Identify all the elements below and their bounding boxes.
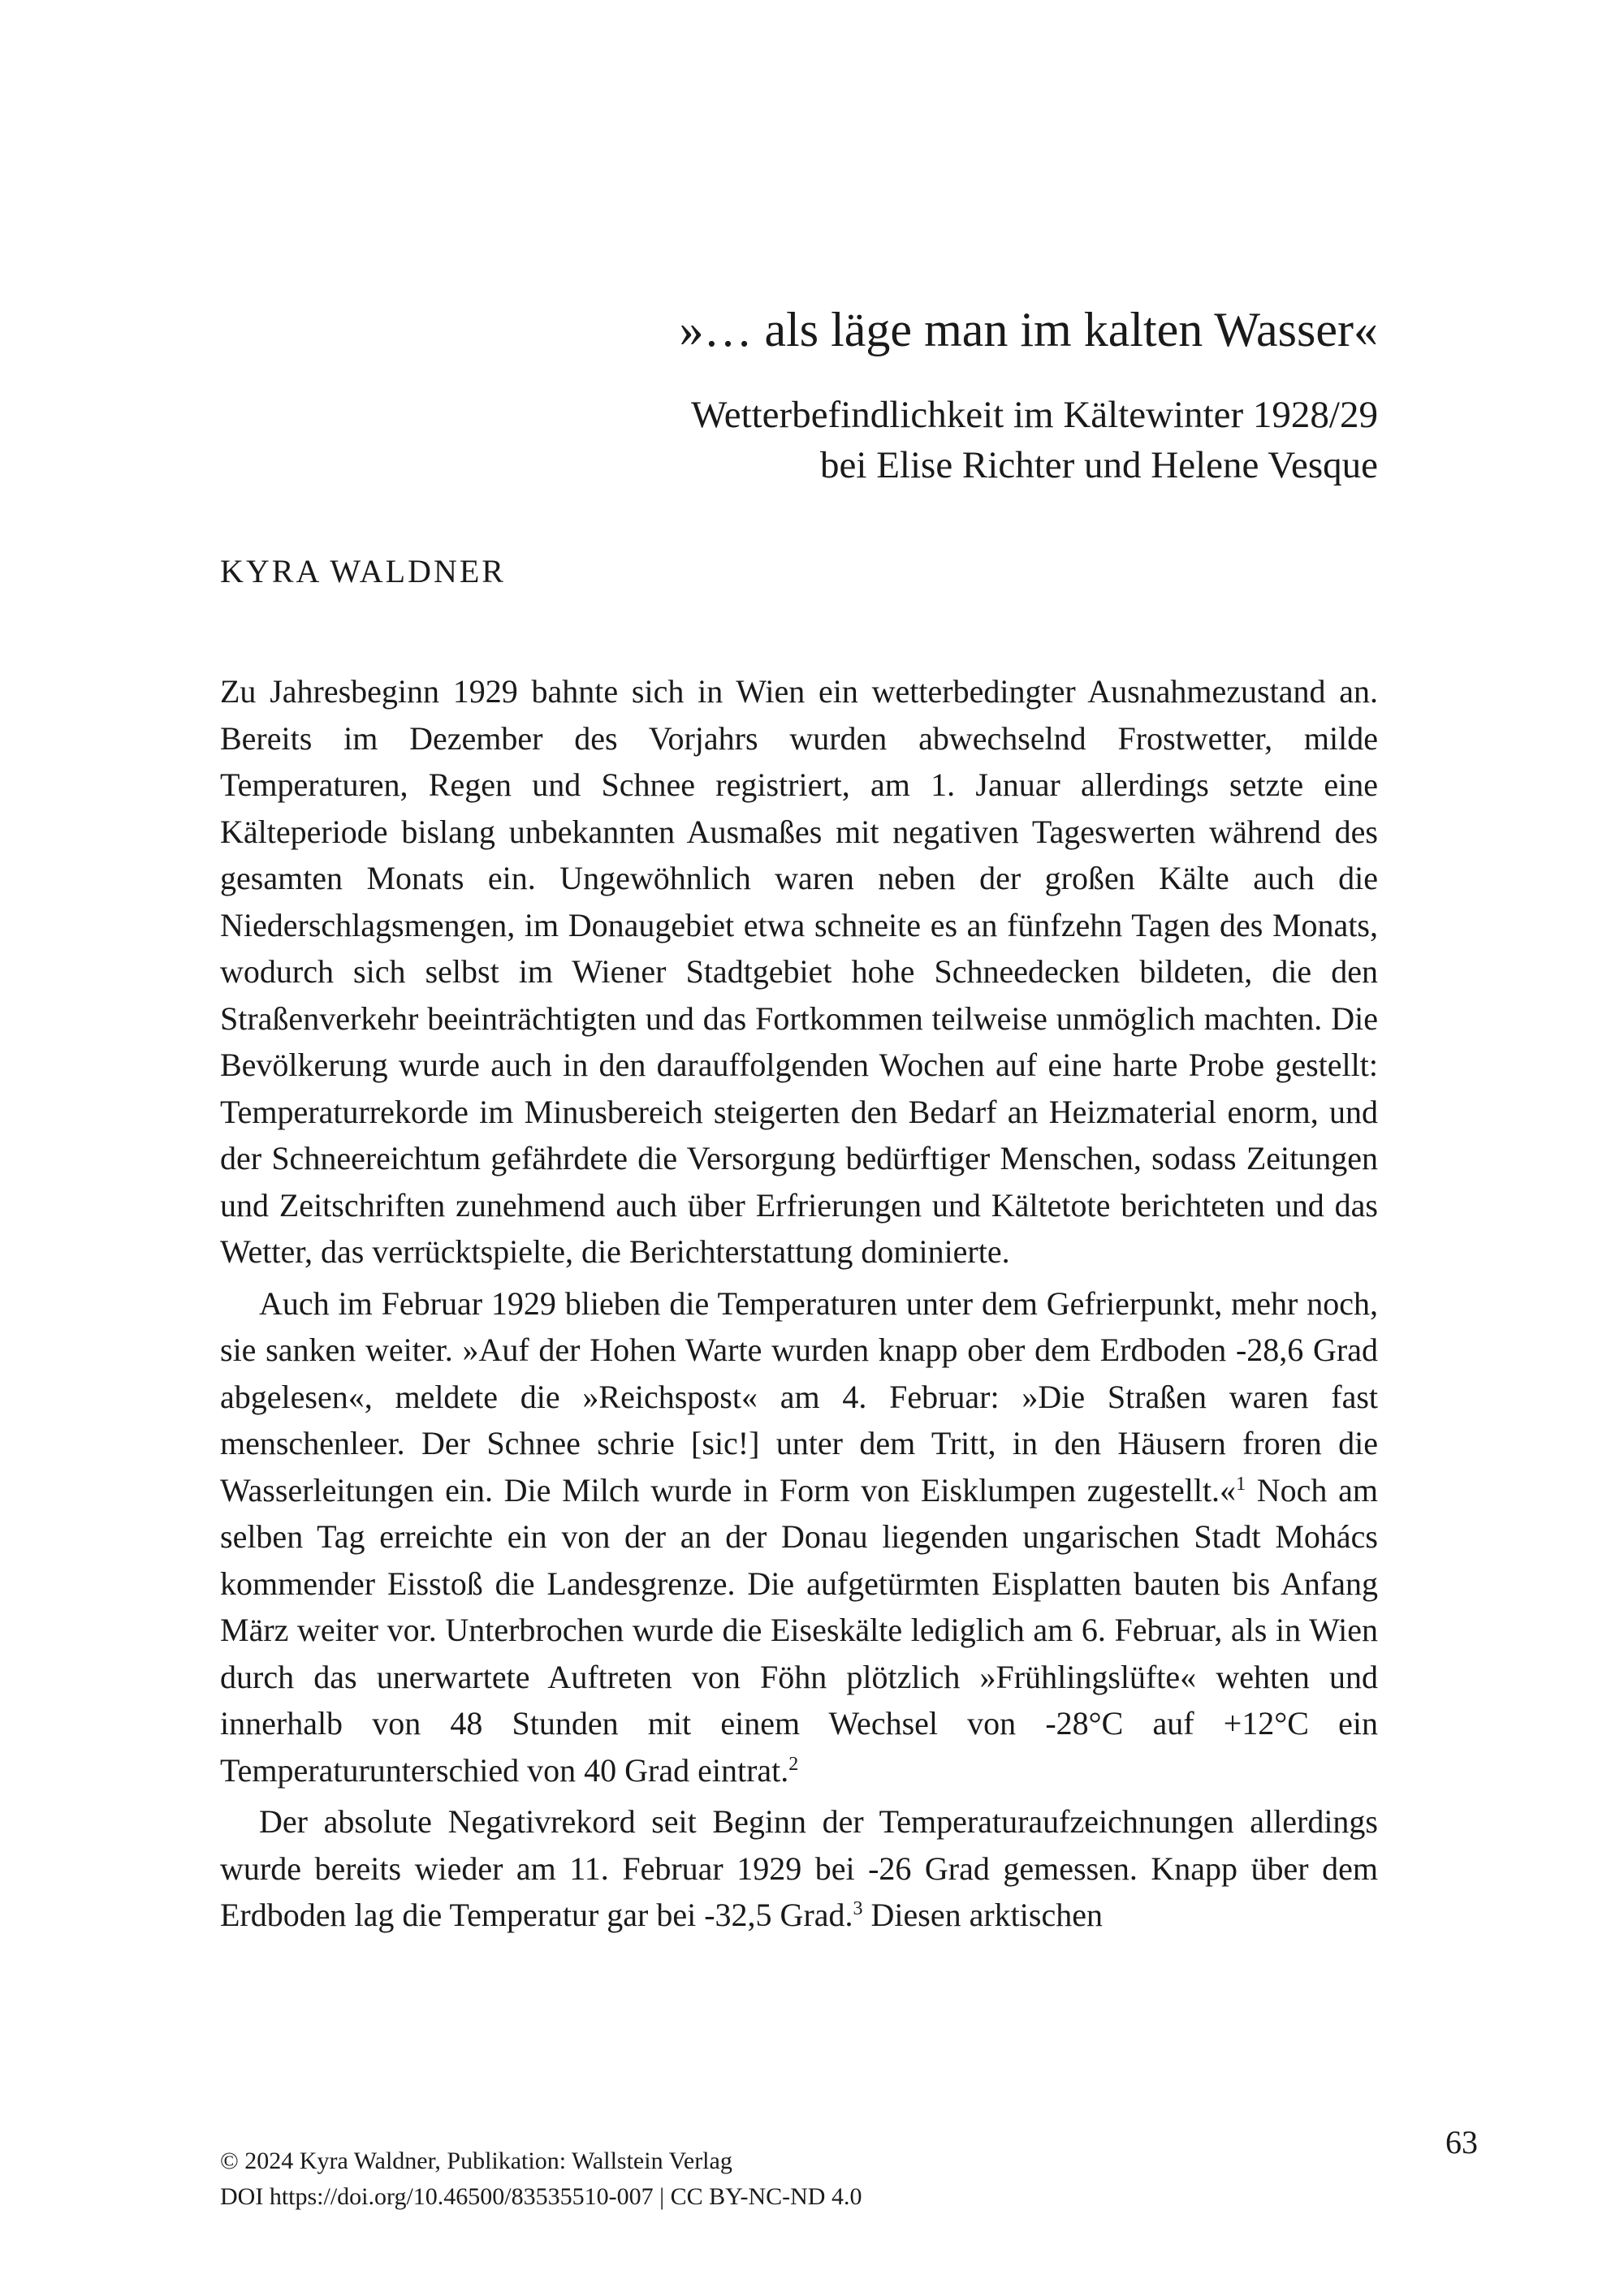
body-text	[220, 668, 1378, 1939]
footnote-ref-3[interactable]: 3	[853, 1898, 863, 1919]
paragraph-1: Zu Jahresbeginn 1929 bahnte sich in Wien ein wetterbedingter Ausnahmezustand an. Bereits im Dezember des Vorjahrs wurden abwechselnd Frostwetter, milde Temperaturen, Regen und Schnee registriert, am 1. Januar allerdings setzte eine Kälteperiode bislang unbekannten Ausmaßes mit negativen Tageswerten während des gesamten Monats ein. Ungewöhnlich waren neben der großen Kälte auch die Niederschlagsmengen, im Donaugebiet etwa schneite es an fünfzehn Tagen des Monats, wodurch sich selbst im Wiener Stadtgebiet hohe Schneedecken bildeten, die den Straßenverkehr beeinträchtigten und das Fortkommen teilweise unmöglich machten. Die Bevölkerung wurde auch in den darauffolgenden Wochen auf eine harte Probe gestellt: Temperaturrekorde im Minusbereich steigerten den Bedarf an Heizmaterial enorm, und der Schneereichtum gefährdete die Versorgung bedürftiger Menschen, sodass Zeitungen und Zeitschriften zunehmend auch über Erfrierungen und Kältetote berichteten und das Wetter, das verrücktspielte, die Berichterstattung dominierte.	[220, 673, 1378, 1270]
page-footer	[220, 2143, 862, 2215]
paragraph-2	[220, 1280, 1378, 1794]
paragraph-2-part-a: Auch im Februar 1929 blieben die Temperaturen unter dem Gefrierpunkt, mehr noch, sie sanken weiter. »Auf der Hohen Warte wurden knapp ober dem Erdboden -28,6 Grad abgelesen«, meldete die »Reichspost« am 4. Februar: »Die Straßen waren fast menschenleer. Der Schnee schrie [sic!] unter dem Tritt, in den Häusern froren die Wasserleitungen ein. Die Milch wurde in Form von Eisklumpen zugestellt.«	[220, 1284, 1378, 1509]
paragraph-3-part-a: Der absolute Negativrekord seit Beginn der Temperaturaufzeichnungen allerdings wurde bereits wieder am 11. Februar 1929 bei -26 Grad gemessen. Knapp über dem Erdboden lag die Temperatur gar bei -32,5 Grad.	[220, 1803, 1378, 1933]
paragraph-2-part-b: Noch am selben Tag erreichte ein von der an der Donau liegenden ungarischen Stadt Mohács kommender Eisstoß die Landesgrenze. Die aufgetürmten Eisplatten bauten bis Anfang März weiter vor. Unterbrochen wurde die Eiseskälte lediglich am 6. Februar, als in Wien durch das unerwartete Auftreten von Föhn plötzlich »Frühlingslüfte« wehten und innerhalb von 48 Stunden mit einem Wechsel von -28°C auf +12°C ein Temperaturunterschied von 40 Grad eintrat.	[220, 1471, 1378, 1789]
title-block	[568, 300, 1378, 490]
page-number: 63	[1445, 2124, 1478, 2160]
footnote-ref-1[interactable]: 1	[1236, 1473, 1246, 1495]
article-subtitle-line2: bei Elise Richter und Helene Vesque	[820, 444, 1378, 486]
paragraph-3	[220, 1798, 1378, 1939]
article-subtitle-line1: Wetterbefindlichkeit im Kältewinter 1928/29	[691, 394, 1378, 436]
author-name: KYRA WALDNER	[220, 553, 506, 589]
copyright-notice: © 2024 Kyra Waldner, Publikation: Wallstein Verlag	[220, 2147, 732, 2174]
doi-license[interactable]: DOI https://doi.org/10.46500/83535510-007 | CC BY-NC-ND 4.0	[220, 2183, 862, 2210]
article-title: »… als läge man im kalten Wasser«	[679, 303, 1378, 356]
footnote-ref-2[interactable]: 2	[788, 1753, 799, 1775]
paragraph-3-part-b: Diesen arktischen	[862, 1897, 1103, 1933]
